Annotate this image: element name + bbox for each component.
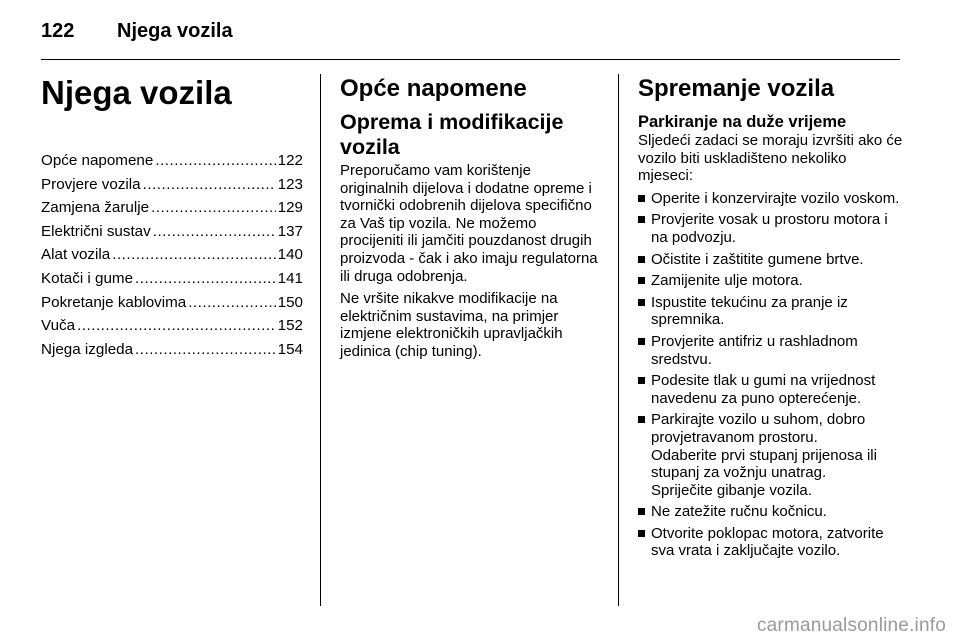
- toc-entry-title: Zamjena žarulje: [41, 199, 150, 217]
- bullet-square-icon: [638, 338, 645, 345]
- chapter-contents-column: [41, 74, 303, 361]
- list-item-text: Ne zatežite ručnu kočnicu.: [651, 503, 827, 521]
- page-number: 122: [41, 20, 75, 42]
- toc-entry-page: 140: [277, 246, 303, 264]
- list-item: [638, 411, 904, 499]
- toc-entry-title: Njega izgleda: [41, 340, 134, 358]
- column-divider: [320, 74, 321, 606]
- toc-entry-page: 129: [277, 199, 303, 217]
- toc-entry-page: 122: [277, 152, 303, 169]
- subsection-title: Oprema i modifikacije vozila: [340, 110, 564, 159]
- toc-leader-dots: [143, 173, 276, 197]
- toc-entry-title: Pokretanje kablovima: [41, 293, 187, 311]
- toc-leader-dots: [153, 220, 276, 244]
- list-item-text: Operite i konzervirajte vozilo voskom.: [651, 189, 900, 207]
- list-item: [638, 372, 904, 407]
- toc-entry[interactable]: [41, 243, 303, 267]
- list-item: [638, 251, 904, 269]
- toc-entry[interactable]: [41, 267, 303, 291]
- toc-entry-page: 123: [277, 175, 303, 193]
- bullet-square-icon: [638, 216, 645, 223]
- toc-leader-dots: [151, 196, 276, 220]
- body-paragraph: Preporučamo vam korištenje originalnih dijelova i dodatne opreme i tvornički odobrenih dijelova specifično za Vaš tip vozila. Ne možemo procijeniti ili jamčiti pouzdanost drugih proizvoda - čak i ako imaju regulatorna ili druga odobrenja.: [340, 162, 598, 285]
- general-notes-column: [340, 74, 602, 366]
- list-item-text: Očistite i zaštitite gumene brtve.: [651, 250, 864, 268]
- toc-entry-page: 150: [277, 293, 303, 311]
- list-item: [638, 333, 904, 368]
- list-item-text: Podesite tlak u gumi na vrijednost navedenu za puno opterećenje.: [651, 372, 876, 407]
- list-item-text: Provjerite vosak u prostoru motora i na podvozju.: [651, 211, 888, 246]
- column-divider: [618, 74, 619, 606]
- bullet-square-icon: [638, 530, 645, 537]
- toc-entry-page: 141: [277, 269, 303, 287]
- body-paragraph: Ne vršite nikakve modifikacije na električnim sustavima, na primjer izmjene elektroničkih upravljačkih jedinica (chip tuning).: [340, 290, 563, 360]
- list-item: [638, 503, 904, 521]
- bullet-square-icon: [638, 377, 645, 384]
- toc-entry-page: 137: [277, 222, 303, 240]
- toc-entry-title: Vuča: [41, 317, 76, 335]
- toc-entry[interactable]: [41, 291, 303, 315]
- toc-leader-dots: [135, 267, 276, 291]
- bullet-square-icon: [638, 299, 645, 306]
- toc-entry-title: Alat vozila: [41, 246, 111, 264]
- toc-leader-dots: [135, 338, 276, 362]
- table-of-contents: [41, 149, 303, 361]
- list-item-text: Ispustite tekućinu za pranje iz spremnika.: [651, 293, 848, 329]
- list-item-text: Otvorite poklopac motora, zatvorite sva vrata i zaključajte vozilo.: [651, 524, 884, 560]
- watermark: carmanualsonline.info: [756, 615, 946, 636]
- toc-leader-dots: [77, 314, 276, 338]
- toc-leader-dots: [112, 243, 275, 267]
- list-item: [638, 294, 904, 329]
- toc-entry-page: 154: [277, 340, 303, 358]
- toc-entry[interactable]: [41, 173, 303, 197]
- section-title: Opće napomene: [340, 75, 527, 102]
- list-item: [638, 525, 904, 560]
- list-item-text: Parkirajte vozilo u suhom, dobro provjetravanom prostoru. Odaberite prvi stupanj prijenosa ili stupanj za vožnju unatrag. Spriječite gibanje vozila.: [651, 411, 877, 499]
- section-title: Spremanje vozila: [638, 75, 835, 102]
- list-item: [638, 272, 904, 290]
- intro-paragraph: Sljedeći zadaci se moraju izvršiti ako će vozilo biti uskladišteno nekoliko mjeseci:: [638, 132, 903, 185]
- toc-entry[interactable]: [41, 196, 303, 220]
- bullet-square-icon: [638, 195, 645, 202]
- running-head: Njega vozila: [117, 20, 233, 42]
- toc-entry[interactable]: [41, 149, 303, 173]
- bullet-square-icon: [638, 508, 645, 515]
- toc-entry[interactable]: [41, 220, 303, 244]
- bullet-square-icon: [638, 416, 645, 423]
- toc-entry[interactable]: [41, 314, 303, 338]
- toc-leader-dots: [155, 149, 275, 173]
- bullet-square-icon: [638, 256, 645, 263]
- list-item-text: Provjerite antifriz u rashladnom sredstvu.: [651, 332, 858, 368]
- list-item-text: Zamijenite ulje motora.: [651, 272, 803, 290]
- header-rule: [41, 59, 900, 60]
- toc-entry-page: 152: [277, 317, 303, 335]
- subsection-title: Parkiranje na duže vrijeme: [638, 113, 847, 131]
- toc-entry-title: Električni sustav: [41, 222, 151, 240]
- storage-checklist: [638, 190, 904, 560]
- list-item: [638, 211, 904, 246]
- toc-entry-title: Provjere vozila: [41, 175, 141, 193]
- toc-entry[interactable]: [41, 338, 303, 362]
- toc-entry-title: Opće napomene: [41, 152, 154, 169]
- chapter-title: Njega vozila: [41, 74, 232, 111]
- bullet-square-icon: [638, 277, 645, 284]
- vehicle-storage-column: [638, 74, 904, 564]
- toc-leader-dots: [188, 291, 275, 315]
- toc-entry-title: Kotači i gume: [41, 269, 134, 287]
- list-item: [638, 190, 904, 208]
